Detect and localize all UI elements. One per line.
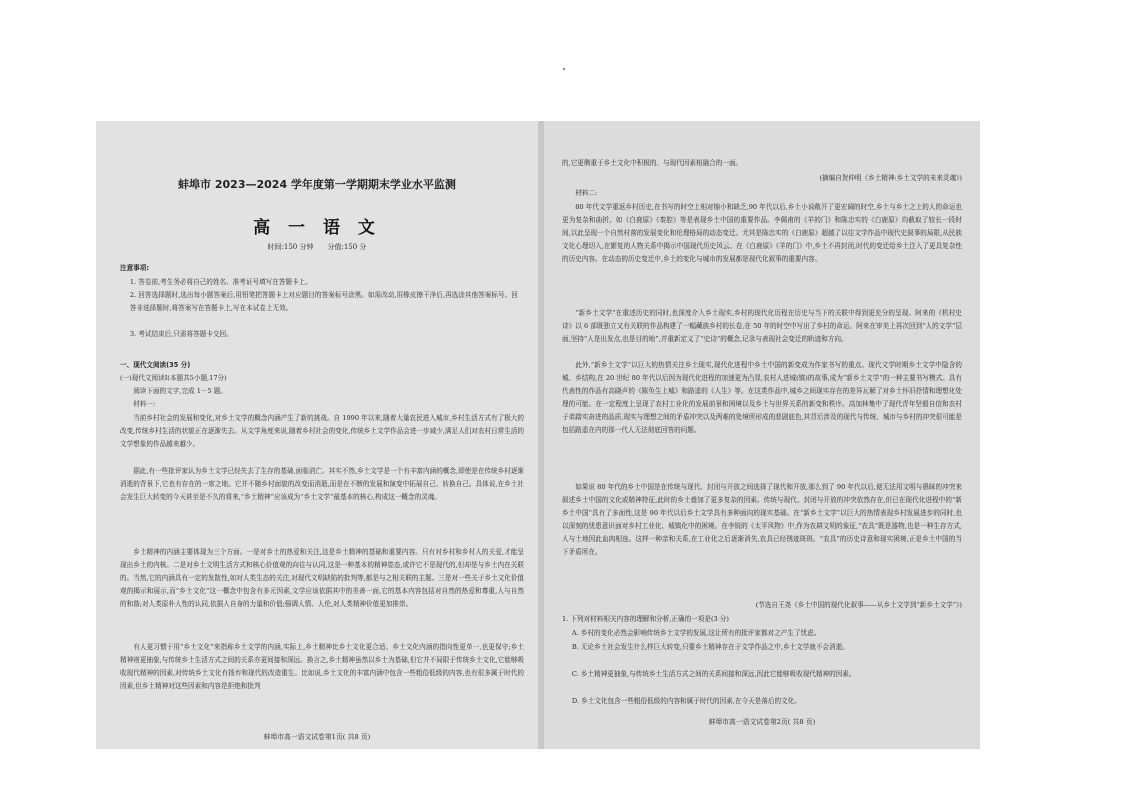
exam-title: 蚌埠市 2023—2024 学年度第一学期期末学业水平监测 (178, 178, 456, 191)
instruction-text: 阅读下面的文字,完成 1－5 题。 (133, 387, 227, 395)
answer-option: B. 无论乡土社会发生什么样巨大转变,只要乡土精神存在于文学作品之中,乡土文学就不会消逝。 (571, 643, 849, 651)
passage-paragraph: 此外,“新乡土文学”以巨大的热情关注乡土现实,现代化进程中乡土中国的新变成为作家书写的重点。现代文学时期乡土文学中隐含的城、乡结构,在 20 世纪 80 年代以后因为现代化进程的加速更为凸显,农村人进城(镇)的故事,成为“新乡土文学”的一种主要书写模式。具有代表性的作品有高晓声的《陈奂生上城》和路遥的《人生》等。在这类作品中,城乡之间现实存在的差异瓦解了对乡土怀旧抒情和理想化处理的可能。在一定程度上呈现了农村工业化的发展前景和困境以及乡土与世界关系的新变和秩序。高加林集中了现代青年坚毅自信和农村子弟踏实奋进的品质,现实与理想之间的矛盾冲突以及两难的处境所形成的悲剧底色,其背后涉及的现代与传统、城市与乡村的冲突很可能是包括路遥在内的那一代人无法彻底回答的问题。 (562, 361, 962, 434)
passage-paragraph: 据此,有一些批评家认为乡土文学已经失去了生存的基础,面临消亡。其实不然,乡土文学是一个有丰富内涵的概念,即使是在传统乡村逐渐消逝的背景下,它也有存在的一席之地。它并不随乡村面貌的改变而消逝,而是在不断的发展和演变中拓展自己、转换自己。具体说,在乡土社会发生巨大转变的今天甚至是不久的将来,“乡土精神”应该成为“乡土文学”最基本的核心,构成这一概念的灵魂。 (120, 467, 525, 501)
notice-item: 3. 考试结束后,只需将答题卡交回。 (129, 330, 233, 338)
passage-paragraph: “新乡土文学”在重述历史的同时,也深度介入乡土现实,乡村的现代化历程在历史与当下的关联中得到更充分的呈现。阿来的《机村史诗》以 6 部既独立又有关联的作品构建了一幅藏族乡村的长卷,在 50 年的时空中写出了乡村的命运。阿来在审美上再次回到“人的文学”层面,坚持“人是出发点,也是目的地”,并重新定义了“史诗”的概念,记录与表现社会变迁的轨迹和方向。 (562, 309, 962, 343)
exam-page-2 (544, 121, 980, 749)
scan-speck (563, 68, 565, 70)
material-label: 材料二: (575, 189, 598, 197)
passage-paragraph: 如果说 80 年代的乡土中国是在传统与现代、封闭与开放之间选择了现代和开放,那么到了 90 年代以后,便无法用文明与愚昧的冲突来叙述乡土中国的文化或精神特征,此时的乡土叠加了更多复杂的因素。传统与现代、封闭与开放的冲突依然存在,但已在现代化进程中的“新乡土中国”具有了多面性,这是 90 年代以后乡土文学具有多种面向的现实基础。在“新乡土文学”以巨大的热情表现乡村发展进步的同时,也以深刻的忧患意识面对乡村工业化、城镇化中的困境。在李锐的《太平风物》中,作为农耕文明的象征,“农具”既是器物,也是一种生存方式,人与土地因此血肉相连。这样一种亲和关系,在工业化之后逐渐消失,农具已经锈迹斑斑。“农具”的历史诗意和现实困境,正是乡土中国的当下矛盾所在。 (562, 483, 962, 556)
page-footer-right: 蚌埠市高一语文试卷第2页( 共8 页) (708, 718, 816, 726)
question-stem: 1. 下列对材料相关内容的理解和分析,正确的一项是(3 分) (562, 615, 729, 623)
page-footer-left: 蚌埠市高一语文试卷第1页( 共8 页) (263, 733, 371, 741)
answer-option: D. 乡土文化包含一些粗俗低级的内容和属于时代的因素,在今天是落后的文化。 (571, 697, 801, 705)
section-heading: 一、现代文阅读(35 分) (120, 361, 191, 369)
passage-continuation: 的,它更侧重于乡土文化中积极的、与现代因素相融合的一面。 (562, 159, 743, 167)
exam-time-score: 时间:150 分钟 分值:150 分 (267, 243, 367, 251)
passage-paragraph: 80 年代文学重返乡村历史,在书写的时空上相对缩小和缺乏,90 年代以后,乡土小说敞开了更宏阔的时空,乡土与乡土之上的人的命运也更为复杂和曲折。如《白鹿原》《秦腔》等是表现乡土中国的重要作品。李佩甫的《羊的门》和陈忠实的《白鹿原》均截取了较长一段时间,以此呈现一个自然村落的发展变化和伦理格局的动态变迁。尤其是陈忠实的《白鹿原》超越了以往文学作品中现代史叙事的局限,从民族文化心理切入,在繁复的人物关系中揭示中国现代历史风云。在《白鹿原》《羊的门》中,乡土不再封闭,时代的变迁给乡土注入了更具复杂性的历史内容。在动态的历史变迁中,乡土的变化与城市的发展都是现代化叙事的重要内容。 (562, 203, 962, 263)
exam-subject: 高 一 语 文 (253, 218, 381, 238)
notice-heading: 注意事项: (120, 264, 150, 272)
notice-item: 2. 回答选择题时,选出每小题答案后,用铅笔把答题卡上对应题目的答案标号涂黑。如需改动,用橡皮擦干净后,再选涂其他答案标号。回答非选择题时,将答案写在答题卡上,写在本试卷上无效。 (129, 291, 518, 312)
notice-item: 1. 答卷前,考生务必将自己的姓名、准考证号填写在答题卡上。 (129, 278, 312, 286)
passage-paragraph: 乡土精神的内涵主要体现为三个方面。一是对乡土的热爱和关注,这是乡土精神的基础和重要内容。只有对乡村和乡村人的关爱,才能呈现出乡土的内核。二是对乡土文明生活方式和核心价值观的向往与认同,这是一种基本的精神姿态,或许它不是现代的,但却是与乡土内在关联的。当然,它的内涵具有一定的发散性,如对人类生态的关注,对现代文明缺陷的批判等,都是与之相关联的主题。三是对一些关于乡土文化价值观的揭示和展示,而“乡土文化”这一概念中包含有多元因素,文学应该依据其中的美善一面,它的基本内容包括对自然的热爱和尊重,人与自然的和谐;对人类原朴人性的认同,依据人自身的力量和价值;强调人情、人伦,对人类精神价值更加推崇。 (120, 548, 525, 608)
material-label: 材料一: (133, 400, 156, 408)
exam-page-1 (96, 121, 538, 749)
scanned-exam-spread (96, 121, 980, 749)
answer-option: C. 乡土精神更抽象,与传统乡土生活方式之间的关系间接和深远,因此它能够吸收现代精神的因素。 (571, 670, 856, 678)
passage-paragraph: 有人更习惯于用“乡土文化”来指称乡土文学的内涵,实际上,乡土精神比乡土文化更合适。乡土文化内涵的指向性更单一,也更保守;乡土精神则更抽象,与传统乡土生活方式之间的关系亦更间接和深远。换言之,乡土精神虽然以乡土为基础,但它并不局限于传统乡土文化,它能够吸收现代精神的因素,对传统乡土文化有扬弃和现代的改造重生。比如说,乡土文化的丰富内涵中包含一些粗俗低级的内容,也有很多属于时代的因素,但乡土精神对这些因素和内容是拒绝和批判 (120, 643, 525, 690)
passage-paragraph: 当前乡村社会的发展和变化,对乡土文学的概念内涵产生了新的挑战。自 1990 年以来,随着大量农民进入城市,乡村生活方式有了极大的改变,传统乡村生活的状貌正在逐渐失去。从文学角度来说,随着乡村社会的变化,传统乡土文学作品会进一步减少,满足人们对农村日常生活的文学想象的作品越来越少。 (120, 414, 525, 448)
answer-option: A. 乡村的变化必然会影响传统乡土文学的发展,这让所有的批评家都对之产生了忧虑。 (571, 629, 821, 637)
subsection-heading: (一)现代文阅读Ⅰ(本题共5小题,17分) (120, 374, 227, 382)
source-citation: (节选自王尧《乡土中国的现代化叙事——从乡土文学到“新乡土文学”》) (755, 601, 962, 609)
source-citation: (摘编自贺仲明《乡土精神:乡土文学的未来灵魂》) (819, 174, 962, 182)
